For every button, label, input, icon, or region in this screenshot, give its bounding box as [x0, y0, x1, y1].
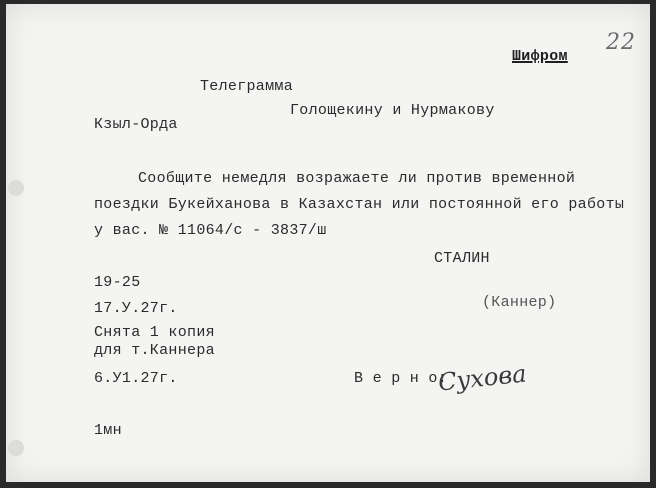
handwritten-signature: Сухова: [436, 359, 528, 397]
body-line-1: Сообщите немедля возражаете ли против временной: [138, 170, 576, 187]
copy-note-line-1: Снята 1 копия: [94, 324, 215, 341]
classification-stamp: Шифром: [512, 48, 568, 65]
page-number: 22: [606, 30, 636, 55]
time: 19-25: [94, 274, 141, 291]
body-line-3: у вас. № 11064/с - 3837/ш: [94, 222, 327, 239]
signatory: СТАЛИН: [434, 250, 490, 267]
document-type: Телеграмма: [200, 78, 294, 95]
copy-recipient: (Каннер): [482, 294, 557, 311]
body-line-2: поездки Букейханова в Казахстан или постоянной его работы: [94, 196, 625, 213]
punch-hole: [8, 180, 24, 196]
addressee: Голощекину и Нурмакову: [290, 102, 495, 119]
certified-label: В е р н о:: [354, 370, 448, 387]
punch-hole: [8, 440, 24, 456]
copy-date: 6.У1.27г.: [94, 370, 178, 387]
city: Кзыл-Орда: [94, 116, 178, 133]
document-page: [6, 4, 650, 482]
footer-code: 1мн: [94, 422, 122, 439]
copy-note-line-2: для т.Каннера: [94, 342, 215, 359]
date: 17.У.27г.: [94, 300, 178, 317]
